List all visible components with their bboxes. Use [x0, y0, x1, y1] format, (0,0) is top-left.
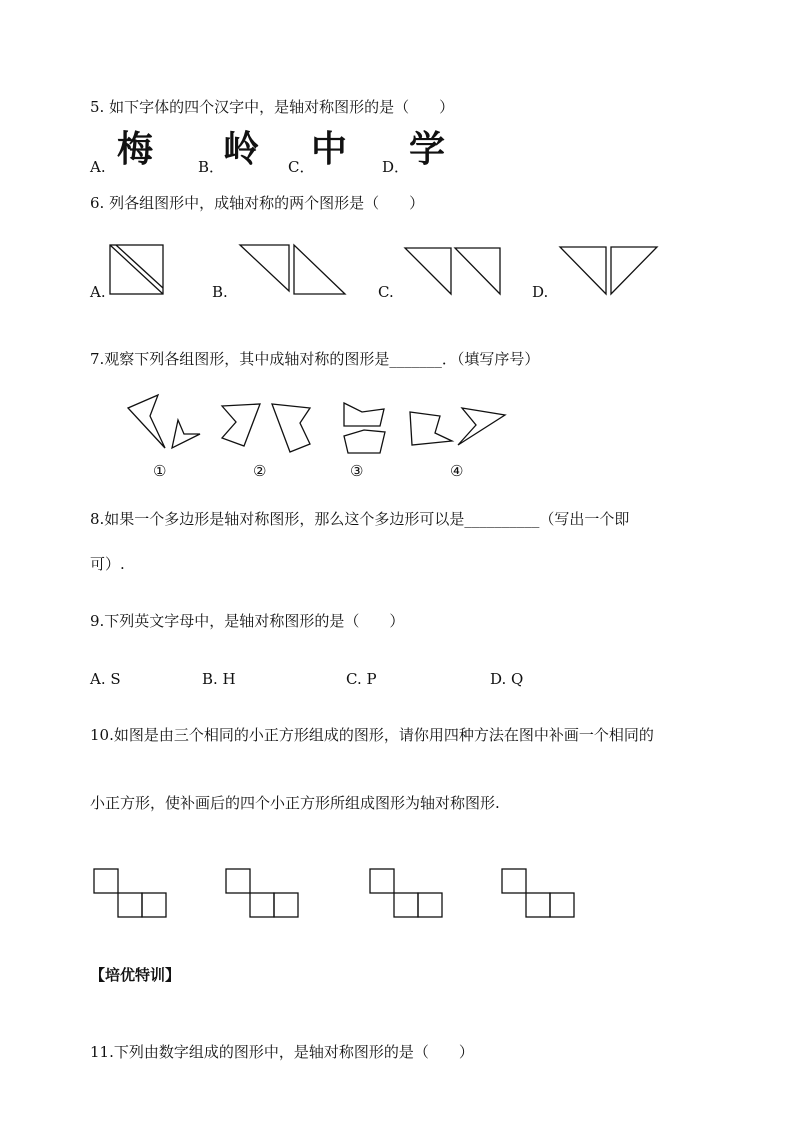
q7-label-1: ①	[153, 462, 167, 480]
question-6-stem: 6. 列各组图形中，成轴对称的两个图形是（ ）	[90, 194, 425, 212]
q5-option-a-label: A.	[90, 158, 106, 176]
question-8-line-1: 8.如果一个多边形是轴对称图形，那么这个多边形可以是__________（写出一个即	[90, 510, 630, 528]
q5-option-c-label: C．	[288, 158, 315, 176]
q9-option-a: A. S	[90, 670, 121, 688]
question-10-line-2: 小正方形，使补画后的四个小正方形所组成图形为轴对称图形.	[90, 794, 500, 812]
section-title: 【培优特训】	[90, 966, 181, 984]
q5-option-b-char: 岭	[223, 129, 260, 170]
q5-option-d-char: 学	[409, 129, 446, 170]
q7-label-2: ②	[253, 462, 267, 480]
q10-figure-2	[226, 869, 298, 917]
q5-option-c-char: 中	[311, 129, 348, 170]
question-8-line-2: 可）.	[90, 555, 125, 573]
q6-option-d-label: D.	[532, 283, 549, 301]
q6-option-b-label: B.	[212, 283, 228, 301]
q9-option-d: D. Q	[490, 670, 524, 688]
question-11-stem: 11.下列由数字组成的图形中，是轴对称图形的是（ ）	[90, 1043, 474, 1061]
q7-label-4: ④	[450, 462, 464, 480]
q5-option-a-char: 梅	[117, 129, 154, 170]
q10-figure-1	[94, 869, 166, 917]
q6-option-a-label: A.	[90, 283, 106, 301]
q6-option-c-label: C.	[378, 283, 394, 301]
question-5-stem: 5. 如下字体的四个汉字中，是轴对称图形的是（ ）	[90, 98, 455, 116]
question-10-line-1: 10.如图是由三个相同的小正方形组成的图形，请你用四种方法在图中补画一个相同的	[90, 726, 654, 744]
q10-figure-4	[502, 869, 574, 917]
q5-option-b-label: B．	[198, 158, 225, 176]
q7-label-3: ③	[350, 462, 364, 480]
q10-figure-3	[370, 869, 442, 917]
question-7-stem: 7.观察下列各组图形，其中成轴对称的图形是_______．（填写序号）	[90, 350, 540, 368]
question-9-stem: 9.下列英文字母中，是轴对称图形的是（ ）	[90, 612, 405, 630]
q5-option-d-label: D．	[382, 158, 410, 176]
q9-option-c: C. P	[346, 670, 377, 688]
q9-option-b: B. H	[202, 670, 236, 688]
